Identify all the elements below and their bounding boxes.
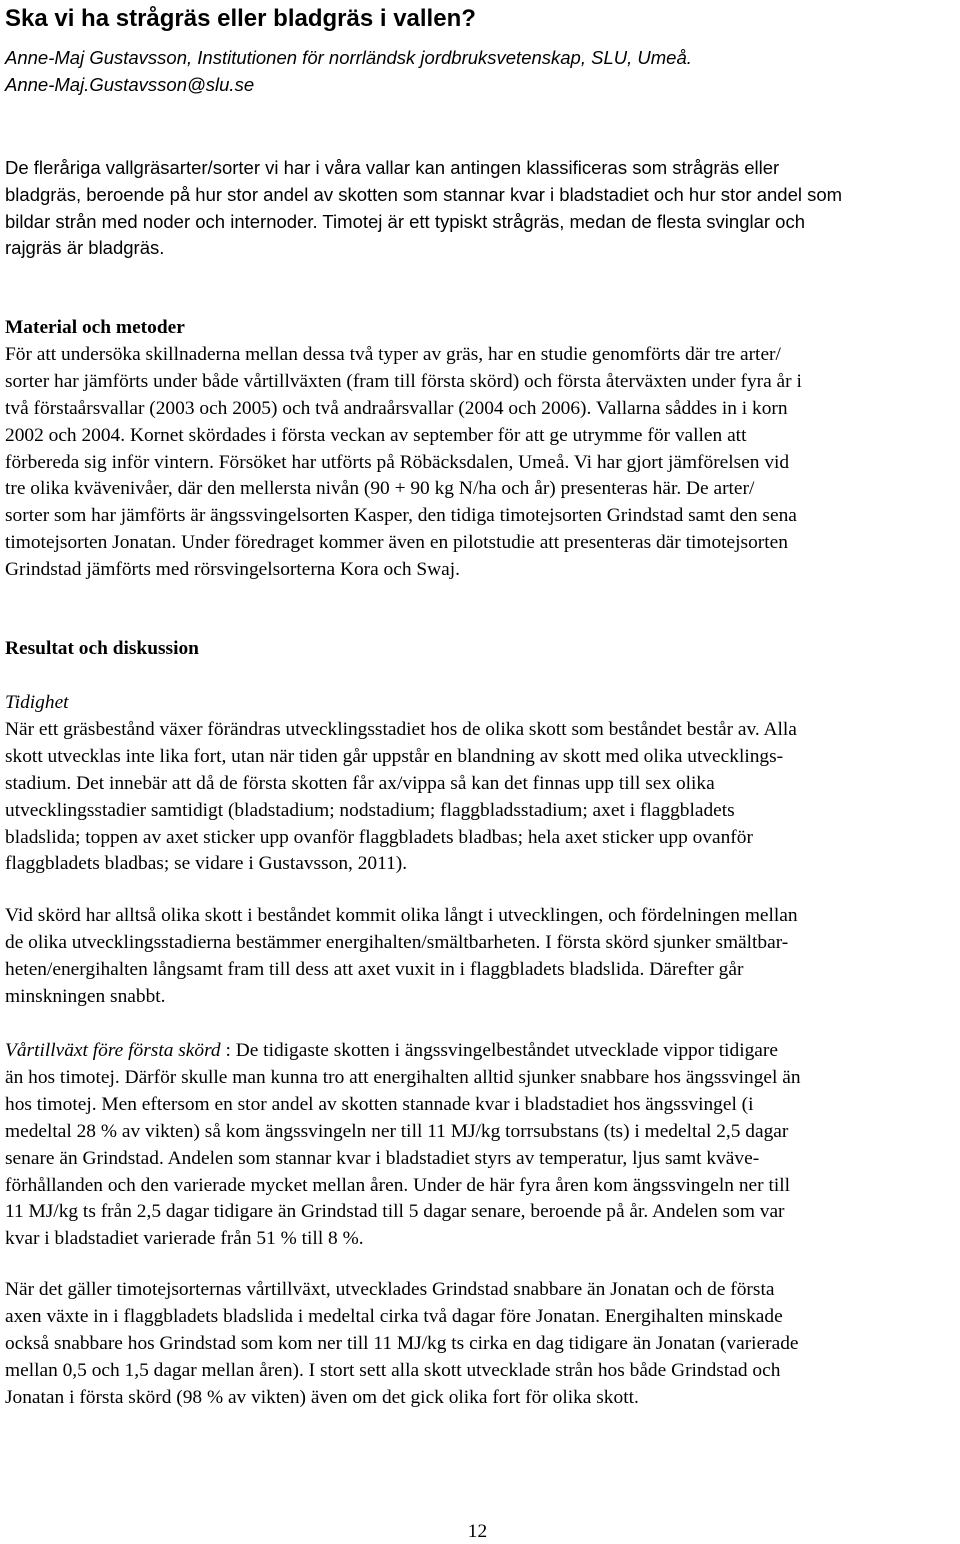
- text-line: sorter som har jämförts är ängssvingelsorten Kasper, den tidiga timotejsorten Grindstad samt den sena: [5, 505, 797, 527]
- spring-growth-separator: :: [220, 1040, 236, 1061]
- text-line: stadium. Det innebär att då de första skotten får ax/vippa så kan det finnas upp till sex olika: [5, 772, 715, 794]
- harvest-paragraph: [5, 903, 950, 1011]
- text-line: förbereda sig inför vintern. Försöket har utförts på Röbäcksdalen, Umeå. Vi har gjort jämförelsen vid: [5, 451, 790, 473]
- text-line: 11 MJ/kg ts från 2,5 dagar tidigare än Grindstad till 5 dagar senare, beroende på år. Andelen som var: [5, 1201, 785, 1223]
- text-line: bladgräs, beroende på hur stor andel av skotten som stannar kvar i bladstadiet och hur stor andel som: [5, 183, 843, 205]
- text-line: För att undersöka skillnaderna mellan dessa två typer av gräs, har en studie genomförts där tre arter/: [5, 343, 781, 365]
- text-line: flaggbladets bladbas; se vidare i Gustavsson, 2011).: [5, 853, 408, 875]
- text-line: Vid skörd har alltså olika skott i beståndet kommit olika långt i utvecklingen, och fördelningen mellan: [5, 905, 798, 926]
- results-heading: Resultat och diskussion: [5, 638, 199, 659]
- spring-growth-first-line: [5, 1038, 950, 1065]
- text-line: Jonatan i första skörd (98 % av vikten) även om det gick olika fort för olika skott.: [5, 1386, 639, 1408]
- text-line: kvar i bladstadiet varierade från 51 % till 8 %.: [5, 1228, 364, 1250]
- text-line: rajgräs är bladgräs.: [5, 237, 165, 259]
- text-line: två förstaårsvallar (2003 och 2005) och två andraårsvallar (2004 och 2006). Vallarna såddes in i korn: [5, 397, 788, 419]
- text-line: minskningen snabbt.: [5, 985, 166, 1007]
- text-line: förhållanden och den varierade mycket mellan åren. Under de här fyra åren kom ängssvingeln ner till: [5, 1174, 790, 1196]
- methods-heading: Material och metoder: [5, 317, 185, 338]
- text-line: utvecklingsstadier samtidigt (bladstadium; nodstadium; flaggbladsstadium; axet i flaggbladets: [5, 799, 735, 821]
- text-line: bildar strån med noder och internoder. Timotej är ett typiskt strågräs, medan de flesta svinglar och: [5, 210, 806, 232]
- text-line: senare än Grindstad. Andelen som stannar kvar i bladstadiet styrs av temperatur, ljus samt kväve-: [5, 1147, 760, 1169]
- timothy-paragraph: [5, 1277, 950, 1412]
- spring-growth-paragraph: [5, 1038, 950, 1253]
- text-line: När ett gräsbestånd växer förändras utvecklingsstadiet hos de olika skott som beståndet består av. Alla: [5, 718, 797, 740]
- text-line: de olika utvecklingsstadierna bestämmer energihalten/smältbarheten. I första skörd sjunker smältbar-: [5, 931, 789, 953]
- author-block: [5, 45, 950, 99]
- text-line: axen växte in i flaggbladets bladslida i medeltal cirka två dagar före Jonatan. Energihalten minskade: [5, 1305, 783, 1327]
- results-heading-block: [5, 636, 950, 663]
- text-line: medeltal 28 % av vikten) så kom ängssvingeln ner till 11 MJ/kg torrsubstans (ts) i medeltal 2,5 dagar: [5, 1120, 789, 1142]
- text-line: De fleråriga vallgräsarter/sorter vi har i våra vallar kan antingen klassificeras som strågräs eller: [5, 157, 780, 178]
- text-line: sorter har jämförts under både vårtillväxten (fram till första skörd) och första återväxten under fyra år i: [5, 370, 802, 392]
- text-line: Grindstad jämförts med rörsvingelsorterna Kora och Swaj.: [5, 559, 461, 581]
- methods-section: [5, 315, 950, 584]
- author-affiliation: Anne-Maj Gustavsson, Institutionen för norrländsk jordbruksvetenskap, SLU, Umeå.: [5, 47, 692, 68]
- text-line: timotejsorten Jonatan. Under föredraget kommer även en pilotstudie att presenteras där timotejsorten: [5, 532, 788, 554]
- author-email: Anne-Maj.Gustavsson@slu.se: [5, 73, 255, 95]
- intro-paragraph: [5, 155, 950, 262]
- text-line: bladslida; toppen av axet sticker upp ovanför flaggbladets bladbas; hela axet sticker upp ovanför: [5, 826, 753, 848]
- spring-growth-first-text: De tidigaste skotten i ängssvingelbeståndet utvecklade vippor tidigare: [235, 1040, 778, 1061]
- text-line: skott utvecklas inte lika fort, utan när tiden går uppstår en blandning av skott med olika utvecklings-: [5, 745, 784, 767]
- text-line: också snabbare hos Grindstad som kom ner till 11 MJ/kg ts cirka en dag tidigare än Jonatan (varierade: [5, 1332, 799, 1354]
- text-line: mellan 0,5 och 1,5 dagar mellan åren). I stort sett alla skott utvecklade strån hos både Grindstad och: [5, 1359, 781, 1381]
- text-line: hos timotej. Men eftersom en stor andel av skotten stannade kvar i bladstadiet hos ängssvingel (i: [5, 1093, 754, 1115]
- text-line: heten/energihalten långsamt fram till dess att axet vuxit in i flaggbladets bladslida. Därefter går: [5, 958, 744, 980]
- tidighet-subheading: Tidighet: [5, 692, 69, 713]
- text-line: 2002 och 2004. Kornet skördades i första veckan av september för att ge utrymme för vallen att: [5, 424, 747, 446]
- text-line: När det gäller timotejsorternas vårtillväxt, utvecklades Grindstad snabbare än Jonatan och de första: [5, 1279, 775, 1300]
- text-line: tre olika kvävenivåer, där den mellersta nivån (90 + 90 kg N/ha och år) presenteras här. De arter/: [5, 478, 755, 500]
- tidighet-section: [5, 690, 950, 878]
- spring-growth-lead: Vårtillväxt före första skörd: [5, 1040, 221, 1061]
- page-title: Ska vi ha strågräs eller bladgräs i vallen?: [5, 5, 476, 32]
- page-number: 12: [467, 1521, 488, 1542]
- text-line: än hos timotej. Därför skulle man kunna tro att energihalten alltid sjunker snabbare hos ängssvingel än: [5, 1066, 801, 1088]
